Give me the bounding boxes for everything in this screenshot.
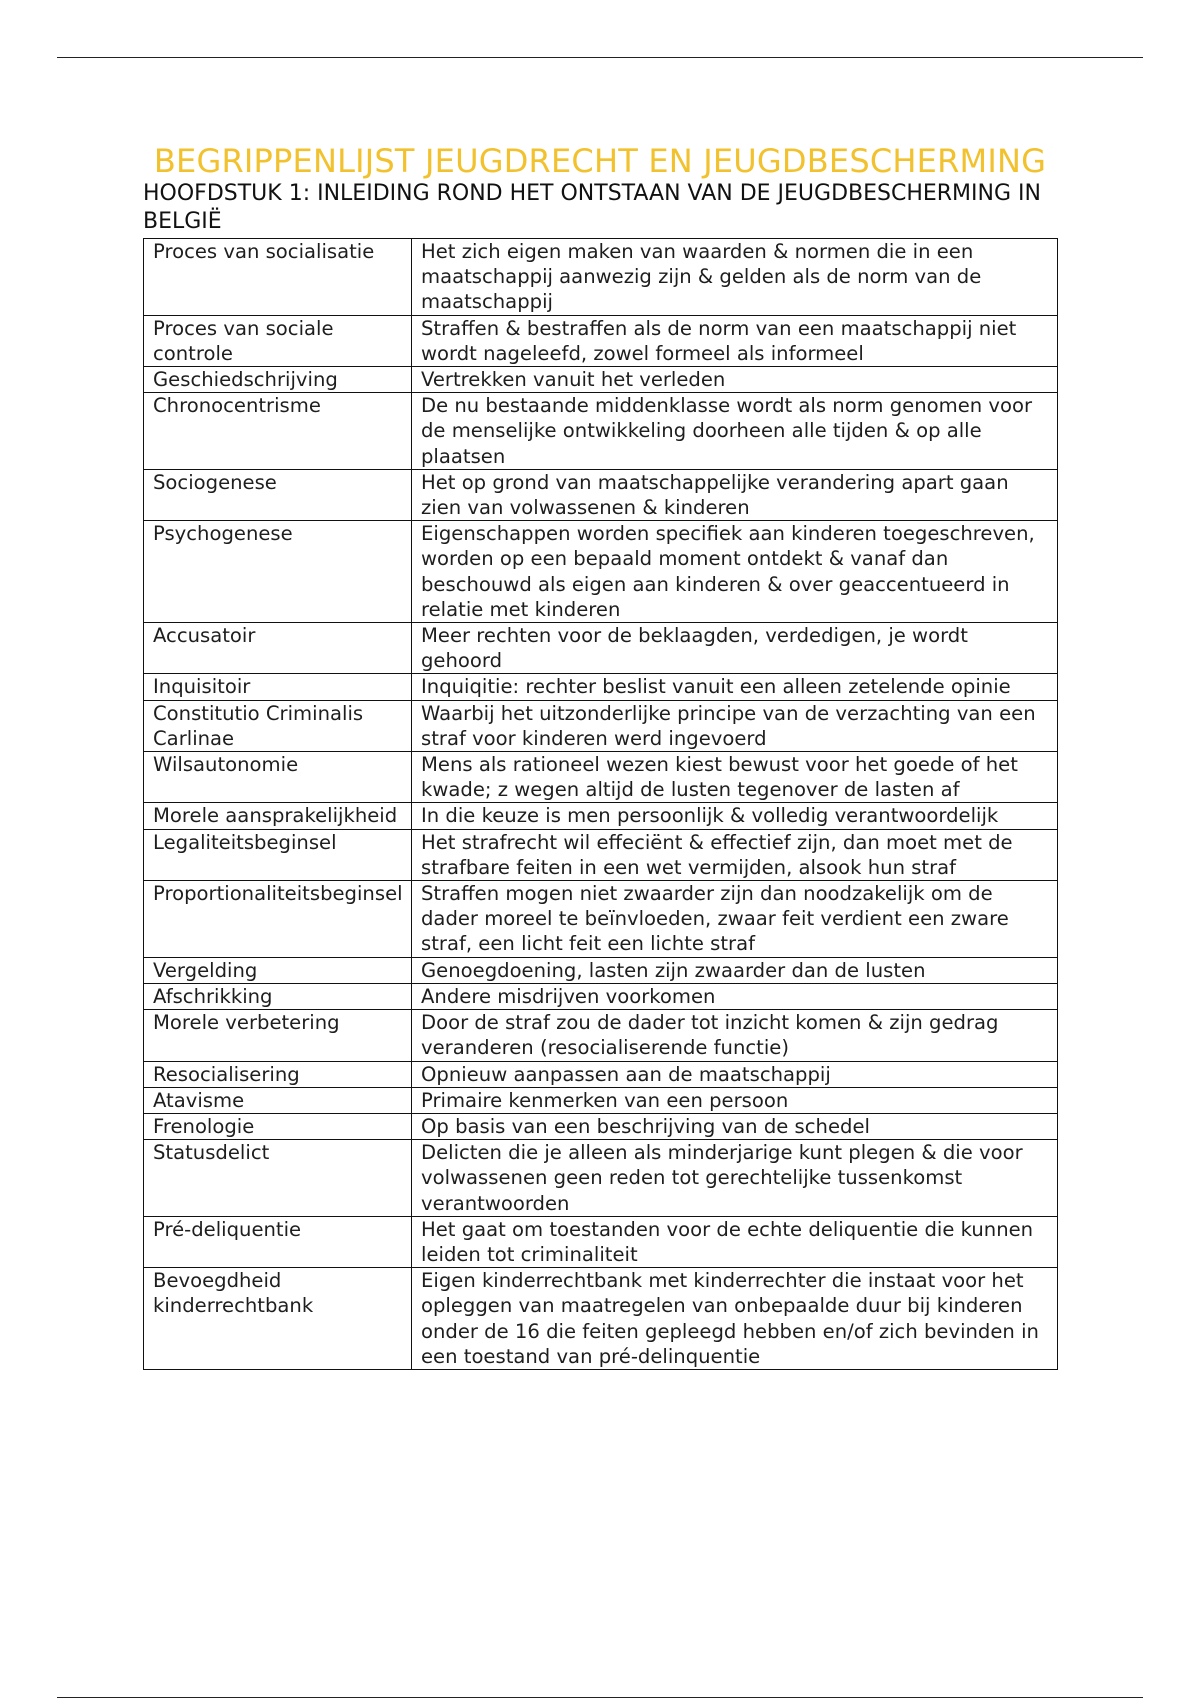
footer-rule: [57, 1697, 1143, 1698]
glossary-row: [144, 752, 1058, 803]
term-cell: Morele verbetering: [144, 1010, 412, 1061]
definition-cell: Straffen mogen niet zwaarder zijn dan noodzakelijk om de dader moreel te beïnvloeden, zwaar feit verdient een zware straf, een licht feit een lichte straf: [412, 881, 1058, 958]
term-cell: Pré-deliquentie: [144, 1216, 412, 1267]
term-cell: Statusdelict: [144, 1140, 412, 1217]
glossary-row: [144, 957, 1058, 983]
glossary-row: [144, 521, 1058, 623]
definition-cell: Opnieuw aanpassen aan de maatschappij: [412, 1061, 1058, 1087]
definition-cell: Door de straf zou de dader tot inzicht komen & zijn gedrag veranderen (resocialiserende functie): [412, 1010, 1058, 1061]
term-cell: Proces van sociale controle: [144, 315, 412, 366]
term-cell: Bevoegdheid kinderrechtbank: [144, 1268, 412, 1370]
term-cell: Frenologie: [144, 1113, 412, 1139]
definition-cell: Het op grond van maatschappelijke verandering apart gaan zien van volwassenen & kinderen: [412, 469, 1058, 520]
term-cell: Legaliteitsbeginsel: [144, 829, 412, 880]
glossary-row: [144, 1216, 1058, 1267]
definition-cell: Straffen & bestraffen als de norm van een maatschappij niet wordt nageleefd, zowel formeel als informeel: [412, 315, 1058, 366]
definition-cell: Het zich eigen maken van waarden & normen die in een maatschappij aanwezig zijn & gelden als de norm van de maatschappij: [412, 239, 1058, 316]
glossary-row: [144, 1140, 1058, 1217]
definition-cell: Het strafrecht wil effeciënt & effectief zijn, dan moet met de strafbare feiten in een wet vermijden, alsook hun straf: [412, 829, 1058, 880]
term-cell: Vergelding: [144, 957, 412, 983]
term-cell: Afschrikking: [144, 983, 412, 1009]
definition-cell: Mens als rationeel wezen kiest bewust voor het goede of het kwade; z wegen altijd de lusten tegenover de lasten af: [412, 752, 1058, 803]
glossary-row: [144, 623, 1058, 674]
definition-cell: Meer rechten voor de beklaagden, verdedigen, je wordt gehoord: [412, 623, 1058, 674]
definition-cell: Op basis van een beschrijving van de schedel: [412, 1113, 1058, 1139]
definition-cell: In die keuze is men persoonlijk & volledig verantwoordelijk: [412, 803, 1058, 829]
glossary-row: [144, 1113, 1058, 1139]
definition-cell: Primaire kenmerken van een persoon: [412, 1087, 1058, 1113]
term-cell: Resocialisering: [144, 1061, 412, 1087]
glossary-table: [143, 238, 1058, 1370]
definition-cell: Vertrekken vanuit het verleden: [412, 367, 1058, 393]
term-cell: Morele aansprakelijkheid: [144, 803, 412, 829]
term-cell: Geschiedschrijving: [144, 367, 412, 393]
chapter-heading: HOOFDSTUK 1: INLEIDING ROND HET ONTSTAAN VAN DE JEUGDBESCHERMING IN BELGIË: [143, 181, 1041, 234]
term-cell: Atavisme: [144, 1087, 412, 1113]
header-rule: [57, 57, 1143, 58]
glossary-row: [144, 1010, 1058, 1061]
glossary-row: [144, 393, 1058, 470]
glossary-row: [144, 239, 1058, 316]
term-cell: Wilsautonomie: [144, 752, 412, 803]
term-cell: Chronocentrisme: [144, 393, 412, 470]
glossary-row: [144, 1268, 1058, 1370]
term-cell: Accusatoir: [144, 623, 412, 674]
glossary-row: [144, 674, 1058, 700]
glossary-body: [144, 239, 1058, 1370]
definition-cell: Eigenschappen worden specifiek aan kinderen toegeschreven, worden op een bepaald moment ontdekt & vanaf dan beschouwd als eigen aan kinderen & over geaccentueerd in relatie met kinderen: [412, 521, 1058, 623]
term-cell: Inquisitoir: [144, 674, 412, 700]
glossary-row: [144, 367, 1058, 393]
definition-cell: Delicten die je alleen als minderjarige kunt plegen & die voor volwassenen geen reden tot gerechtelijke tussenkomst verantwoorden: [412, 1140, 1058, 1217]
definition-cell: Genoegdoening, lasten zijn zwaarder dan de lusten: [412, 957, 1058, 983]
definition-cell: Andere misdrijven voorkomen: [412, 983, 1058, 1009]
definition-cell: Eigen kinderrechtbank met kinderrechter die instaat voor het opleggen van maatregelen van onbepaalde duur bij kinderen onder de 16 die feiten gepleegd hebben en/of zich bevinden in een toestand van pré-delinquentie: [412, 1268, 1058, 1370]
glossary-row: [144, 1087, 1058, 1113]
term-cell: Proces van socialisatie: [144, 239, 412, 316]
document-title: BEGRIPPENLIJST JEUGDRECHT EN JEUGDBESCHERMING: [153, 142, 1047, 180]
glossary-row: [144, 983, 1058, 1009]
glossary-row: [144, 803, 1058, 829]
glossary-row: [144, 469, 1058, 520]
definition-cell: Het gaat om toestanden voor de echte deliquentie die kunnen leiden tot criminaliteit: [412, 1216, 1058, 1267]
term-cell: Constitutio Criminalis Carlinae: [144, 700, 412, 751]
glossary-row: [144, 829, 1058, 880]
term-cell: Psychogenese: [144, 521, 412, 623]
glossary-row: [144, 315, 1058, 366]
glossary-row: [144, 700, 1058, 751]
glossary-row: [144, 1061, 1058, 1087]
definition-cell: Inquiqitie: rechter beslist vanuit een alleen zetelende opinie: [412, 674, 1058, 700]
definition-cell: De nu bestaande middenklasse wordt als norm genomen voor de menselijke ontwikkeling doorheen alle tijden & op alle plaatsen: [412, 393, 1058, 470]
glossary-row: [144, 881, 1058, 958]
term-cell: Sociogenese: [144, 469, 412, 520]
definition-cell: Waarbij het uitzonderlijke principe van de verzachting van een straf voor kinderen werd ingevoerd: [412, 700, 1058, 751]
term-cell: Proportionaliteitsbeginsel: [144, 881, 412, 958]
